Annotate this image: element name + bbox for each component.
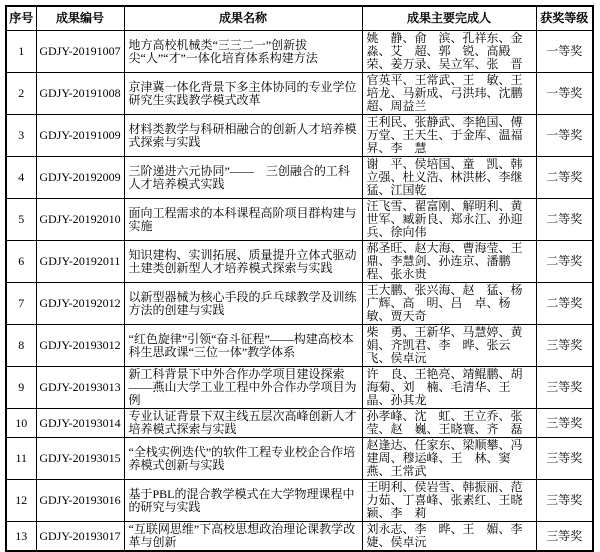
table-row: [6, 31, 593, 73]
contributors-cell: 姚 静、俞 滨、孔祥东、金 淼、艾 超、郭 锐、高殿荣、姜万录、吴立军、张 晋: [362, 31, 536, 73]
award-level-cell: 二等奖: [536, 199, 593, 241]
table-row: [6, 480, 593, 522]
row-number-cell: 4: [6, 157, 36, 199]
contributors-cell: 官英平、王常武、王 敏、王培龙、马新成、弓洪玮、沈鹏超、周益兰: [362, 73, 536, 115]
table-row: [6, 283, 593, 325]
row-number-cell: 6: [6, 241, 36, 283]
row-number-cell: 3: [6, 115, 36, 157]
award-level-cell: 三等奖: [536, 522, 593, 552]
award-level-cell: 一等奖: [536, 73, 593, 115]
contributors-cell: 郝圣旺、赵大海、曹海莹、王 鼎、李慧剑、孙连京、潘鹏程、张永贵: [362, 241, 536, 283]
header-row: [6, 6, 593, 31]
result-code-cell: GDJY-20193016: [36, 480, 124, 522]
result-title-cell: 新工科背景下中外合作办学项目建设探索——燕山大学工业工程中外合作办学项目为例: [124, 367, 362, 409]
table-row: [6, 115, 593, 157]
contributors-cell: 孙孝峰、沈 虹、王立乔、张 莹、赵 巍、王晓寰、齐 磊: [362, 409, 536, 438]
award-level-cell: 三等奖: [536, 367, 593, 409]
contributors-cell: 王利民、张静武、李艳国、傅万堂、王天生、于金库、温福昇、李 慧: [362, 115, 536, 157]
row-number-cell: 5: [6, 199, 36, 241]
contributors-cell: 谢 平、侯培国、童 凯、韩立强、杜义浩、林洪彬、李继猛、江国乾: [362, 157, 536, 199]
contributors-cell: 赵逢达、任家东、梁顺攀、冯建周、穆运峰、王 林、窦 燕、王常武: [362, 438, 536, 480]
award-level-cell: 二等奖: [536, 157, 593, 199]
result-code-cell: GDJY-20193012: [36, 325, 124, 367]
contributors-cell: 柴 勇、王新华、马慧婷、黄 娟、齐凯君、李 晔、张云飞、侯卓沅: [362, 325, 536, 367]
result-code-cell: GDJY-20191007: [36, 31, 124, 73]
header-main-contributors: 成果主要完成人: [362, 6, 536, 31]
result-code-cell: GDJY-20191009: [36, 115, 124, 157]
header-award-level: 获奖等级: [536, 6, 593, 31]
award-level-cell: 三等奖: [536, 325, 593, 367]
award-level-cell: 二等奖: [536, 283, 593, 325]
result-title-cell: “互联网思维”下高校思想政治理论课教学改革与创新: [124, 522, 362, 552]
result-title-cell: 专业认证背景下双主线五层次高峰创新人才培养模式探索与实践: [124, 409, 362, 438]
result-title-cell: 地方高校机械类“三三二一”创新拔尖“人”“才”一体化培育体系构建方法: [124, 31, 362, 73]
award-level-cell: 一等奖: [536, 115, 593, 157]
table-row: [6, 199, 593, 241]
table-row: [6, 438, 593, 480]
result-code-cell: GDJY-20193015: [36, 438, 124, 480]
result-title-cell: 材料类教学与科研相融合的创新人才培养模式探索与实践: [124, 115, 362, 157]
result-title-cell: 知识建构、实训拓展、质量提升立体式驱动土建类创新型人才培养模式探索与实践: [124, 241, 362, 283]
row-number-cell: 10: [6, 409, 36, 438]
contributors-cell: 汪飞雪、翟富刚、解明利、黄世军、臧新良、郑永江、孙迎兵、徐向伟: [362, 199, 536, 241]
table-row: [6, 409, 593, 438]
result-title-cell: 京津冀一体化背景下多主体协同的专业学位研究生实践教学模式改革: [124, 73, 362, 115]
result-title-cell: 面向工程需求的本科课程高阶项目群构建与实施: [124, 199, 362, 241]
table-row: [6, 522, 593, 552]
row-number-cell: 2: [6, 73, 36, 115]
row-number-cell: 12: [6, 480, 36, 522]
row-number-cell: 13: [6, 522, 36, 552]
result-code-cell: GDJY-20192009: [36, 157, 124, 199]
contributors-cell: 刘永志、李 晔、王 媚、李 婕、侯卓沅: [362, 522, 536, 552]
header-result-code: 成果编号: [36, 6, 124, 31]
award-level-cell: 二等奖: [536, 241, 593, 283]
contributors-cell: 许 良、王艳亮、靖鲲鹏、胡海菊、刘 楠、毛清华、王 晶、孙其龙: [362, 367, 536, 409]
award-level-cell: 三等奖: [536, 480, 593, 522]
result-title-cell: “全栈实例迭代”的软件工程专业校企合作培养模式创新与实践: [124, 438, 362, 480]
result-code-cell: GDJY-20193013: [36, 367, 124, 409]
table-row: [6, 73, 593, 115]
result-title-cell: “红色旋律”引领“奋斗征程”——构建高校本科生思政课“三位一体”教学体系: [124, 325, 362, 367]
table-row: [6, 325, 593, 367]
table-row: [6, 367, 593, 409]
header-seq-number: 序号: [6, 6, 36, 31]
row-number-cell: 9: [6, 367, 36, 409]
header-result-title: 成果名称: [124, 6, 362, 31]
award-level-cell: 一等奖: [536, 31, 593, 73]
result-code-cell: GDJY-20191008: [36, 73, 124, 115]
results-table-body: [6, 31, 593, 552]
award-results-table: [5, 5, 594, 552]
row-number-cell: 8: [6, 325, 36, 367]
table-row: [6, 157, 593, 199]
contributors-cell: 王大鹏、张兴海、赵 猛、杨广辉、高 明、吕 卓、杨 敏、贾天奇: [362, 283, 536, 325]
result-title-cell: 基于PBL的混合教学模式在大学物理课程中的研究与实践: [124, 480, 362, 522]
contributors-cell: 王明利、侯岩雪、韩振丽、范力茹、丁喜峰、张素红、王晓颖、李 莉: [362, 480, 536, 522]
table-row: [6, 241, 593, 283]
row-number-cell: 7: [6, 283, 36, 325]
result-title-cell: 三阶递进六元协同”—— 三创融合的工科人才培养模式实践: [124, 157, 362, 199]
table-header: [6, 6, 593, 31]
result-code-cell: GDJY-20192011: [36, 241, 124, 283]
result-title-cell: 以新型器械为核心手段的乒乓球教学及训练方法的创建与实践: [124, 283, 362, 325]
row-number-cell: 1: [6, 31, 36, 73]
result-code-cell: GDJY-20193017: [36, 522, 124, 552]
result-code-cell: GDJY-20192012: [36, 283, 124, 325]
award-level-cell: 三等奖: [536, 438, 593, 480]
result-code-cell: GDJY-20193014: [36, 409, 124, 438]
row-number-cell: 11: [6, 438, 36, 480]
award-level-cell: 三等奖: [536, 409, 593, 438]
result-code-cell: GDJY-20192010: [36, 199, 124, 241]
